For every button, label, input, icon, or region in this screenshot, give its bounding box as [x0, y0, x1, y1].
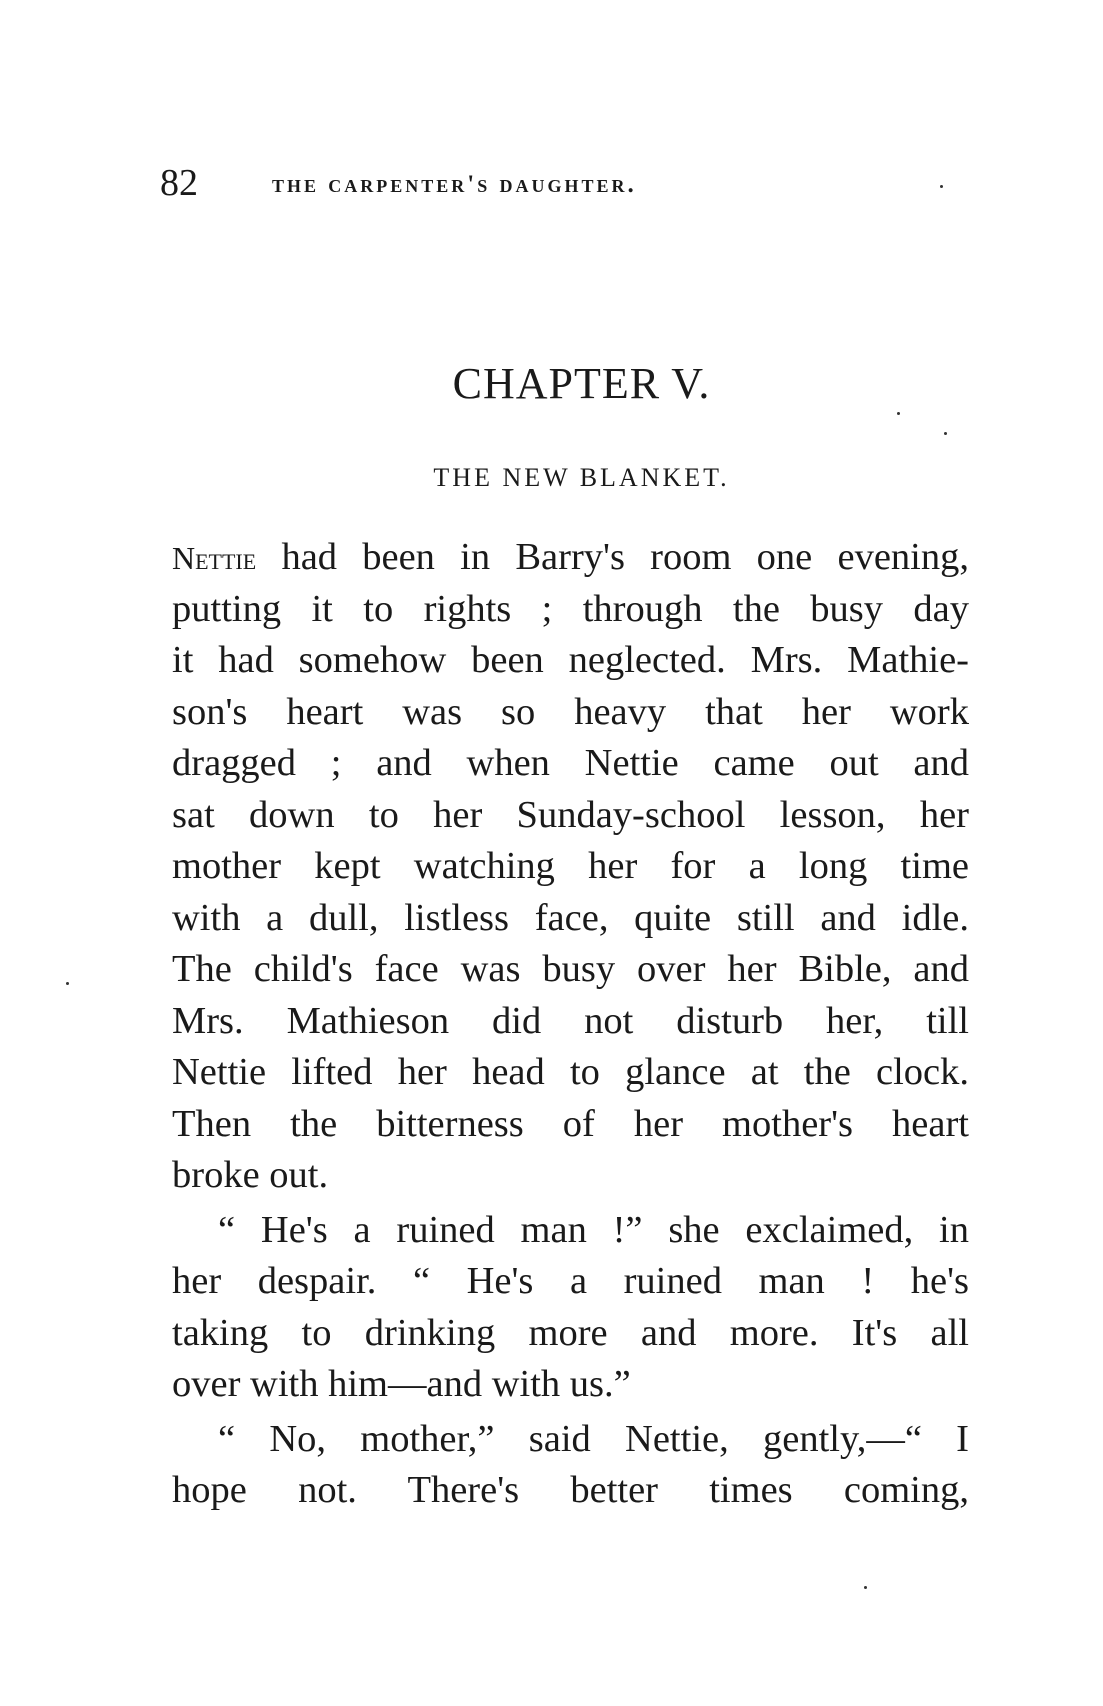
text-line: Mrs. Mathieson did not disturb her, till [172, 999, 969, 1042]
text-line: putting it to rights ; through the busy day [172, 587, 969, 630]
running-head [0, 158, 1103, 208]
text-line: Nettie had been in Barry's room one evening, [172, 536, 969, 578]
text-line: son's heart was so heavy that her work [172, 690, 969, 733]
text-line: broke out. [172, 1154, 329, 1196]
text-line: hope not. There's better times coming, [172, 1469, 969, 1511]
text-line: Nettie lifted her head to glance at the clock. [172, 1051, 969, 1093]
text-line: sat down to her Sunday-school lesson, her [172, 793, 969, 836]
text-line: over with him—and with us.” [172, 1363, 631, 1405]
text-line: “ He's a ruined man !” she exclaimed, in [218, 1208, 969, 1251]
chapter-subtitle: THE NEW BLANKET. [433, 463, 730, 492]
text-line: it had somehow been neglected. Mrs. Mathie- [172, 639, 969, 681]
drop-word: Nettie [172, 540, 257, 576]
body-text [172, 532, 969, 1517]
scan-speck [864, 1586, 867, 1589]
scan-speck [944, 432, 947, 435]
text-line: dragged ; and when Nettie came out and [172, 742, 969, 784]
scan-speck [897, 412, 900, 415]
text-line: mother kept watching her for a long time [172, 845, 969, 887]
scan-speck [940, 185, 943, 188]
text-line: Then the bitterness of her mother's heart [172, 1102, 969, 1145]
text-line: “ No, mother,” said Nettie, gently,—“ I [218, 1417, 969, 1460]
text-line: her despair. “ He's a ruined man ! he's [172, 1260, 969, 1302]
text-line: with a dull, listless face, quite still and idle. [172, 896, 969, 939]
text-line: The child's face was busy over her Bible, and [172, 948, 969, 990]
chapter-heading: CHAPTER V. [452, 359, 711, 408]
scan-speck [66, 982, 69, 985]
page-number: 82 [160, 162, 198, 204]
text-line: taking to drinking more and more. It's all [172, 1311, 969, 1354]
running-title: the carpenter's daughter. [272, 171, 637, 198]
